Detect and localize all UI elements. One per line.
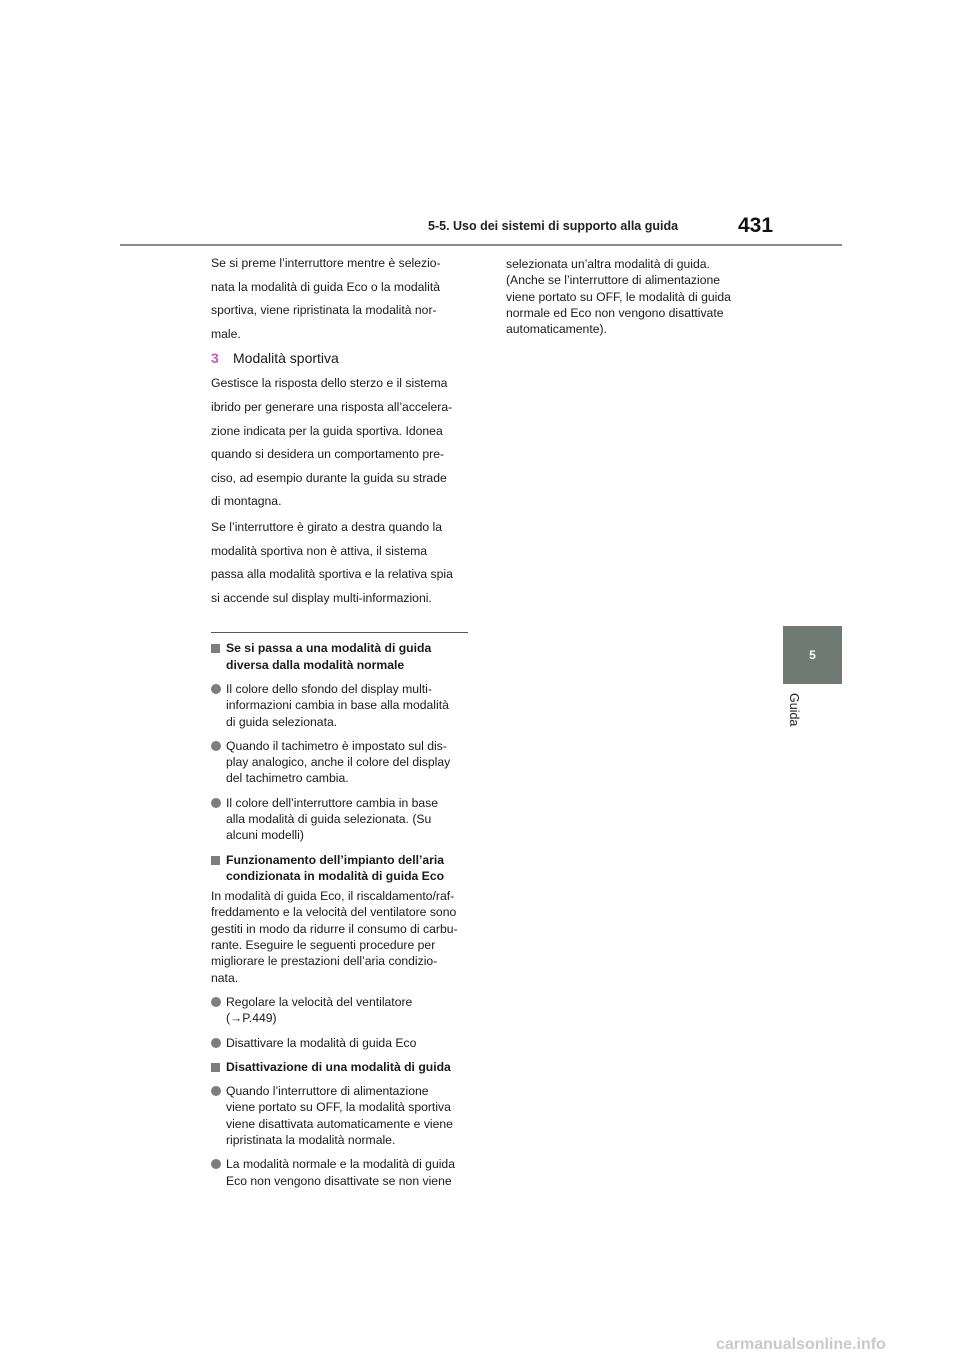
- text-line: di guida selezionata.: [226, 714, 338, 729]
- square-bullet-icon: [211, 856, 220, 865]
- chapter-tab[interactable]: [783, 626, 842, 684]
- bullet-dot-icon: [211, 1038, 221, 1048]
- text-line: freddamento e la velocità del ventilatore sono: [211, 905, 457, 920]
- left-column: [211, 254, 471, 1197]
- text-line: automaticamente).: [506, 322, 607, 337]
- bullet-dot-icon: [211, 741, 221, 751]
- text-line: sportiva, viene ripristinata la modalità nor-: [211, 303, 437, 318]
- eco-ac-paragraph: [211, 888, 471, 986]
- text-line: ciso, ad esempio durante la guida su strade: [211, 470, 447, 485]
- text-line: ibrido per generare una risposta all’accelera-: [211, 399, 453, 414]
- sport-mode-paragraph-2: [211, 518, 471, 608]
- text-line: condizionata in modalità di guida Eco: [226, 868, 445, 883]
- square-bullet-icon: [211, 644, 220, 653]
- section-divider: [211, 632, 468, 633]
- text-line: rante. Eseguire le seguenti procedure per: [211, 938, 436, 953]
- text-line: normale ed Eco non vengono disattivate: [506, 305, 724, 320]
- text-line: diversa dalla modalità normale: [226, 657, 405, 672]
- header-rule: [120, 244, 842, 246]
- bullet-dot-icon: [211, 997, 221, 1007]
- text-line: viene portato su OFF, la modalità sportiva: [226, 1100, 451, 1115]
- square-bullet-icon: [211, 1063, 220, 1072]
- continuation-paragraph: [506, 256, 756, 337]
- watermark: carmanualsonline.info: [716, 1336, 886, 1353]
- text-line: informazioni cambia in base alla modalità: [226, 698, 449, 713]
- text-line: Funzionamento dell’impianto dell’aria: [226, 852, 445, 867]
- text-line: selezionata un’altra modalità di guida.: [506, 257, 710, 271]
- text-line: alcuni modelli): [226, 828, 304, 843]
- text-line: (Anche se l’interruttore di alimentazione: [506, 273, 721, 288]
- text-line: Regolare la velocità del ventilatore: [226, 994, 413, 1009]
- text-line: male.: [211, 326, 241, 341]
- chapter-label: Guida: [787, 693, 801, 727]
- right-column: [506, 256, 756, 343]
- text-line: Il colore dell’interruttore cambia in base: [226, 795, 439, 810]
- subheading-eco-air-conditioning: [211, 852, 471, 885]
- text-line: Se si passa a una modalità di guida: [226, 641, 432, 656]
- text-line: Eco non vengono disattivate se non viene: [226, 1173, 452, 1188]
- chapter-number: 5: [809, 648, 816, 662]
- text-line: Se si preme l’interruttore mentre è selezio-: [211, 256, 441, 270]
- text-line: nata.: [211, 970, 239, 985]
- text-line: Se l’interruttore è girato a destra quando la: [211, 519, 443, 534]
- subheading-mode-deactivation: [211, 1059, 471, 1075]
- text-line: si accende sul display multi-informazioni.: [211, 590, 432, 605]
- text-line: viene disattivata automaticamente e viene: [226, 1116, 453, 1131]
- list-item: [211, 738, 471, 787]
- sport-mode-paragraph-1: [211, 374, 471, 512]
- text-line: La modalità normale e la modalità di guida: [226, 1157, 455, 1172]
- text-line: alla modalità di guida selezionata. (Su: [226, 811, 432, 826]
- text-line: Quando il tachimetro è impostato sul dis-: [226, 738, 447, 753]
- text-line: passa alla modalità sportiva e la relativa spia: [211, 567, 453, 582]
- text-line: Il colore dello sfondo del display multi-: [226, 681, 432, 696]
- list-item: [211, 1035, 471, 1051]
- list-item: [211, 681, 471, 730]
- section-heading-sport-mode: [211, 350, 471, 366]
- text-line: modalità sportiva non è attiva, il sistema: [211, 543, 428, 558]
- text-line: In modalità di guida Eco, il riscaldamento/raf-: [211, 889, 455, 904]
- bullet-dot-icon: [211, 1086, 221, 1096]
- bullet-dot-icon: [211, 1159, 221, 1169]
- text-line: Disattivazione di una modalità di guida: [226, 1059, 451, 1074]
- text-line: di montagna.: [211, 494, 282, 509]
- section-title: Modalità sportiva: [233, 350, 339, 367]
- intro-paragraph: [211, 254, 471, 344]
- text-line: ripristinata la modalità normale.: [226, 1133, 396, 1148]
- text-line: Gestisce la risposta dello sterzo e il sistema: [211, 376, 448, 391]
- section-number: 3: [211, 350, 219, 367]
- text-line: nata la modalità di guida Eco o la modalità: [211, 279, 440, 294]
- text-line: migliorare le prestazioni dell’aria condizio-: [211, 954, 438, 969]
- text-line: quando si desidera un comportamento pre-: [211, 447, 445, 462]
- list-item: [211, 994, 471, 1027]
- text-line: del tachimetro cambia.: [226, 771, 349, 786]
- page-reference-link[interactable]: (→P.449): [226, 1011, 277, 1026]
- header-section-title: 5-5. Uso dei sistemi di supporto alla guida: [428, 219, 679, 233]
- text-line: play analogico, anche il colore del display: [226, 755, 451, 770]
- text-line: viene portato su OFF, le modalità di guida: [506, 289, 731, 304]
- bullet-dot-icon: [211, 798, 221, 808]
- list-item: [211, 1156, 471, 1189]
- text-line: Disattivare la modalità di guida Eco: [226, 1035, 417, 1050]
- text-line: gestiti in modo da ridurre il consumo di carbu-: [211, 921, 458, 936]
- subheading-mode-change: [211, 640, 471, 673]
- page-number: 431: [738, 214, 774, 237]
- list-item: [211, 795, 471, 844]
- text-line: Quando l’interruttore di alimentazione: [226, 1084, 429, 1099]
- text-line: zione indicata per la guida sportiva. Idonea: [211, 423, 443, 438]
- list-item: [211, 1083, 471, 1148]
- bullet-dot-icon: [211, 684, 221, 694]
